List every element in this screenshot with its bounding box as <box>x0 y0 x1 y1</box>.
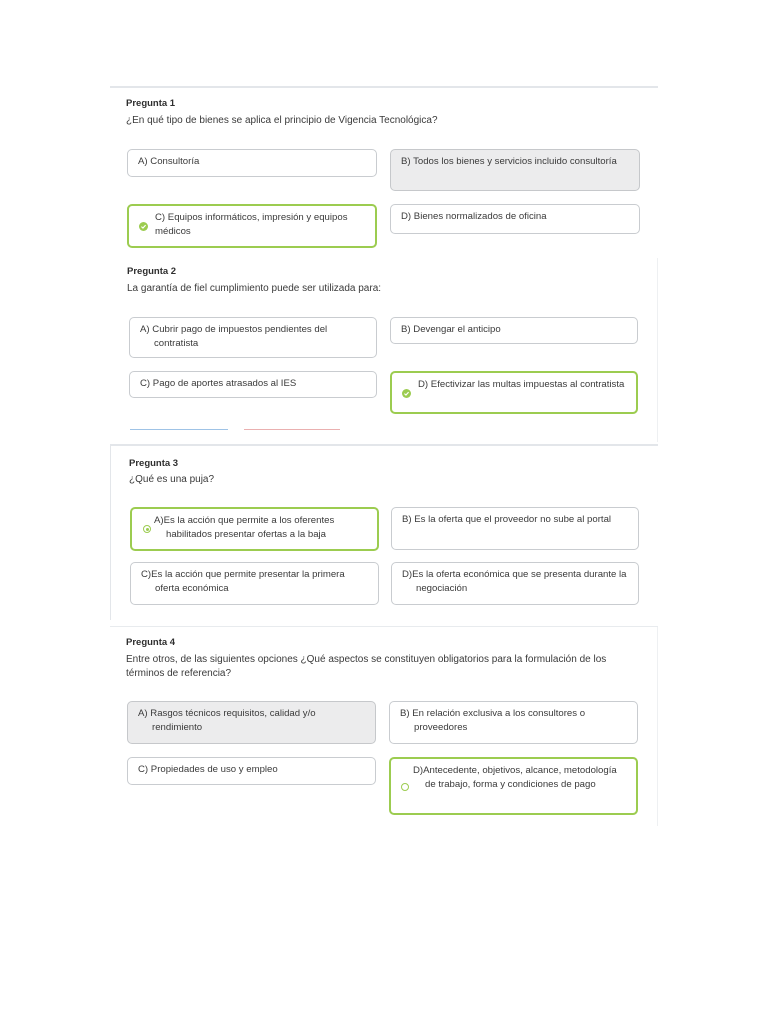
option-label: A) Consultoría <box>138 156 200 167</box>
option-label: D)Es la oferta económica que se presenta durante la negociación <box>402 569 627 594</box>
question-3-card <box>110 444 658 620</box>
option-label: C) Propiedades de uso y empleo <box>138 764 278 775</box>
question-3-text: ¿Qué es una puja? <box>129 474 215 485</box>
radio-selected-icon <box>401 783 409 791</box>
question-3-option-c[interactable] <box>130 562 379 605</box>
question-4-option-c[interactable] <box>127 757 376 785</box>
check-circle-icon <box>402 389 411 398</box>
question-1-title: Pregunta 1 <box>126 98 176 109</box>
question-2-card <box>110 258 658 442</box>
question-4-title: Pregunta 4 <box>126 637 176 648</box>
question-3-option-d[interactable] <box>391 562 639 605</box>
button-underline-left <box>130 429 228 430</box>
question-4-card <box>110 626 658 826</box>
check-circle-icon <box>139 222 148 231</box>
question-4-text: Entre otros, de las siguientes opciones ¿Qué aspectos se constituyen obligatorios para la formulación de los términos de referencia? <box>126 654 607 679</box>
radio-selected-icon <box>143 525 151 533</box>
question-3-option-b[interactable] <box>391 507 639 550</box>
question-3-title: Pregunta 3 <box>129 458 179 469</box>
question-2-option-c[interactable] <box>129 371 377 398</box>
option-label: A)Es la acción que permite a los oferentes habilitados presentar ofertas a la baja <box>154 515 335 540</box>
question-2-option-a[interactable] <box>129 317 377 358</box>
question-1-option-a[interactable] <box>127 149 377 177</box>
option-label: A) Cubrir pago de impuestos pendientes del contratista <box>140 324 328 349</box>
option-label: B) En relación exclusiva a los consultores o proveedores <box>400 708 586 733</box>
question-4-option-b[interactable] <box>389 701 638 744</box>
option-label: D) Efectivizar las multas impuestas al contratista <box>418 379 625 390</box>
option-label: B) Es la oferta que el proveedor no sube al portal <box>402 514 612 525</box>
option-label: C)Es la acción que permite presentar la primera oferta económica <box>141 569 345 594</box>
question-1-option-d[interactable] <box>390 204 640 234</box>
option-label: D)Antecedente, objetivos, alcance, metodología de trabajo, forma y condiciones de pago <box>413 765 617 790</box>
question-3-option-a[interactable] <box>130 507 379 551</box>
question-4-option-a[interactable] <box>127 701 376 744</box>
option-label: D) Bienes normalizados de oficina <box>401 211 547 222</box>
question-1-card <box>110 86 658 256</box>
question-1-text: ¿En qué tipo de bienes se aplica el principio de Vigencia Tecnológica? <box>126 115 438 126</box>
question-1-option-b[interactable] <box>390 149 640 191</box>
option-label: B) Todos los bienes y servicios incluido consultoría <box>401 156 617 167</box>
question-1-option-c[interactable] <box>127 204 377 248</box>
question-2-option-b[interactable] <box>390 317 638 344</box>
question-4-option-d[interactable] <box>389 757 638 815</box>
question-2-option-d[interactable] <box>390 371 638 414</box>
option-label: B) Devengar el anticipo <box>401 324 501 335</box>
button-underline-right <box>244 429 340 430</box>
option-label: A) Rasgos técnicos requisitos, calidad y/o rendimiento <box>138 708 316 733</box>
question-2-title: Pregunta 2 <box>127 266 177 277</box>
option-label: C) Equipos informáticos, impresión y equipos médicos <box>155 212 348 237</box>
question-2-text: La garantía de fiel cumplimiento puede ser utilizada para: <box>127 283 382 294</box>
option-label: C) Pago de aportes atrasados al IES <box>140 378 297 389</box>
